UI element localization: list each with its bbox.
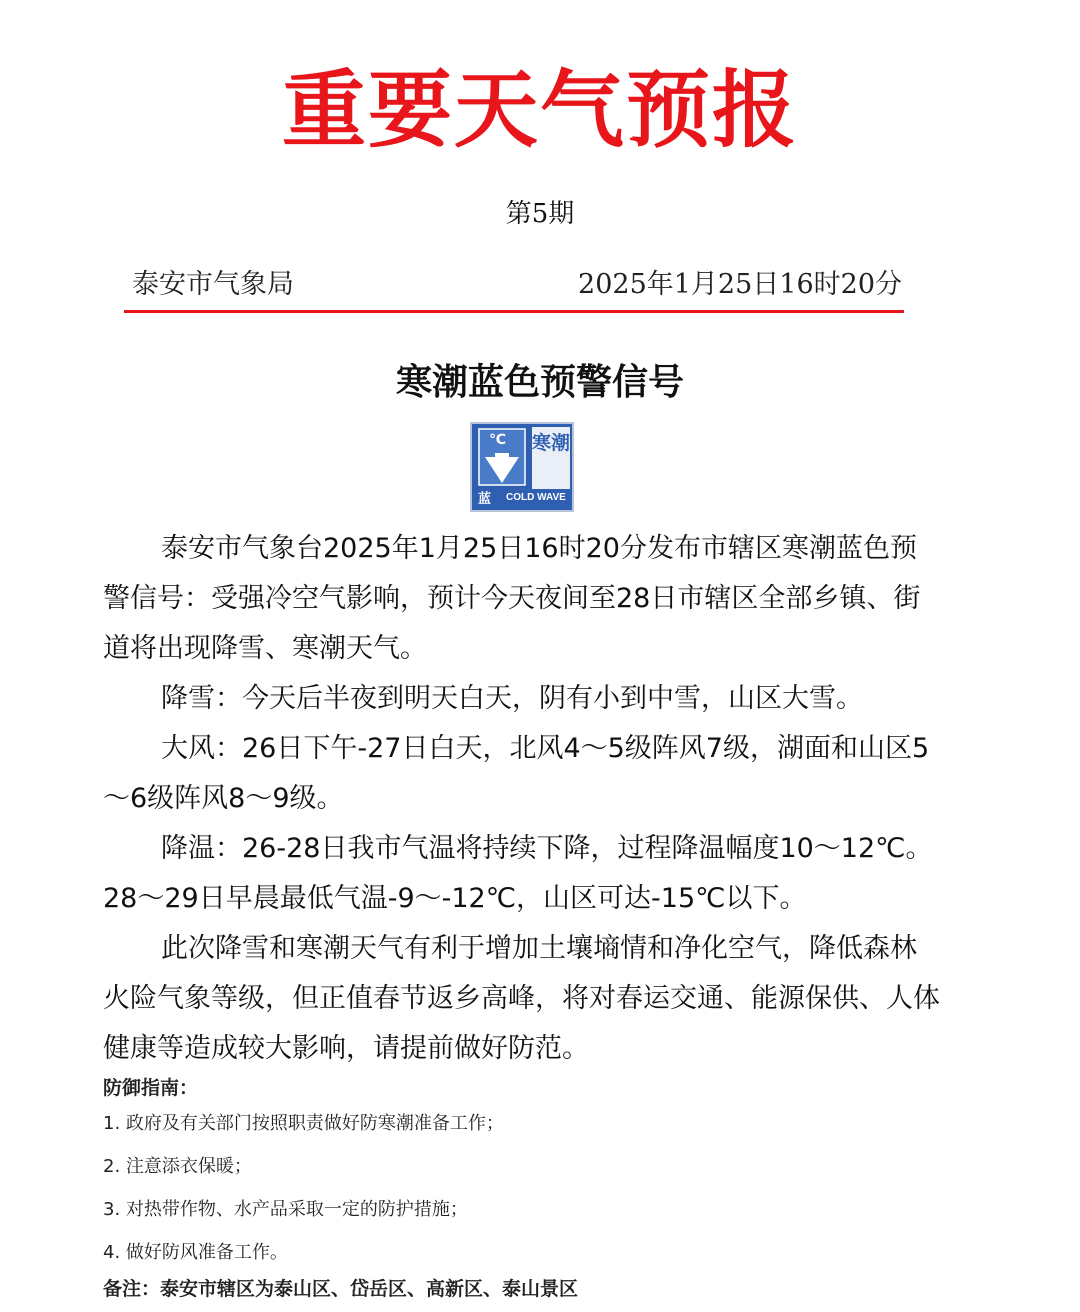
paragraph-impact: 此次降雪和寒潮天气有利于增加土壤墒情和净化空气，降低森林火险气象等级，但正值春节返乡高峰，将对春运交通、能源保供、人体健康等造成较大影响，请提前做好防范。: [103, 933, 940, 1064]
issuing-agency: 泰安市气象局: [132, 269, 294, 300]
paragraph-temperature: 降温：26-28日我市气温将持续下降，过程降温幅度10～12℃。28～29日早晨最低气温-9～-12℃，山区可达-15℃以下。: [103, 833, 933, 914]
badge-english: COLD WAVE: [506, 492, 566, 503]
badge-label-panel: [532, 427, 570, 489]
guide-title: 防御指南：: [103, 1077, 199, 1099]
paragraph-summary: 泰安市气象台2025年1月25日16时20分发布市辖区寒潮蓝色预警信号：受强冷空气影响，预计今天夜间至28日市辖区全部乡镇、街道将出现降雪、寒潮天气。: [103, 533, 921, 664]
guide-item: 1. 政府及有关部门按照职责做好防寒潮准备工作；: [103, 1113, 504, 1134]
badge-level: 蓝: [478, 492, 492, 507]
warning-signal-title: 寒潮蓝色预警信号: [395, 361, 684, 403]
paragraph-snow: 降雪：今天后半夜到明天白天，阴有小到中雪，山区大雪。: [161, 683, 863, 714]
guide-item: 4. 做好防风准备工作。: [103, 1242, 288, 1263]
guide-item: 3. 对热带作物、水产品采取一定的防护措施；: [103, 1199, 468, 1220]
cold-wave-warning-badge: [470, 422, 574, 512]
header-divider: [124, 310, 904, 313]
defense-guide: [103, 1074, 1003, 1304]
celsius-unit: ℃: [489, 432, 506, 448]
guide-item: 2. 注意添衣保暖；: [103, 1156, 252, 1177]
issue-number: 第5期: [505, 199, 575, 229]
paragraph-wind: 大风：26日下午-27日白天，北风4～5级阵风7级，湖面和山区5～6级阵风8～9级。: [103, 733, 930, 814]
badge-name: 寒潮: [532, 432, 571, 454]
warning-body: [103, 524, 943, 1074]
jurisdiction-note: 备注：泰安市辖区为泰山区、岱岳区、高新区、泰山景区: [103, 1278, 579, 1300]
document-title: 重要天气预报: [281, 60, 798, 159]
issue-datetime: 2025年1月25日16时20分: [578, 269, 902, 300]
